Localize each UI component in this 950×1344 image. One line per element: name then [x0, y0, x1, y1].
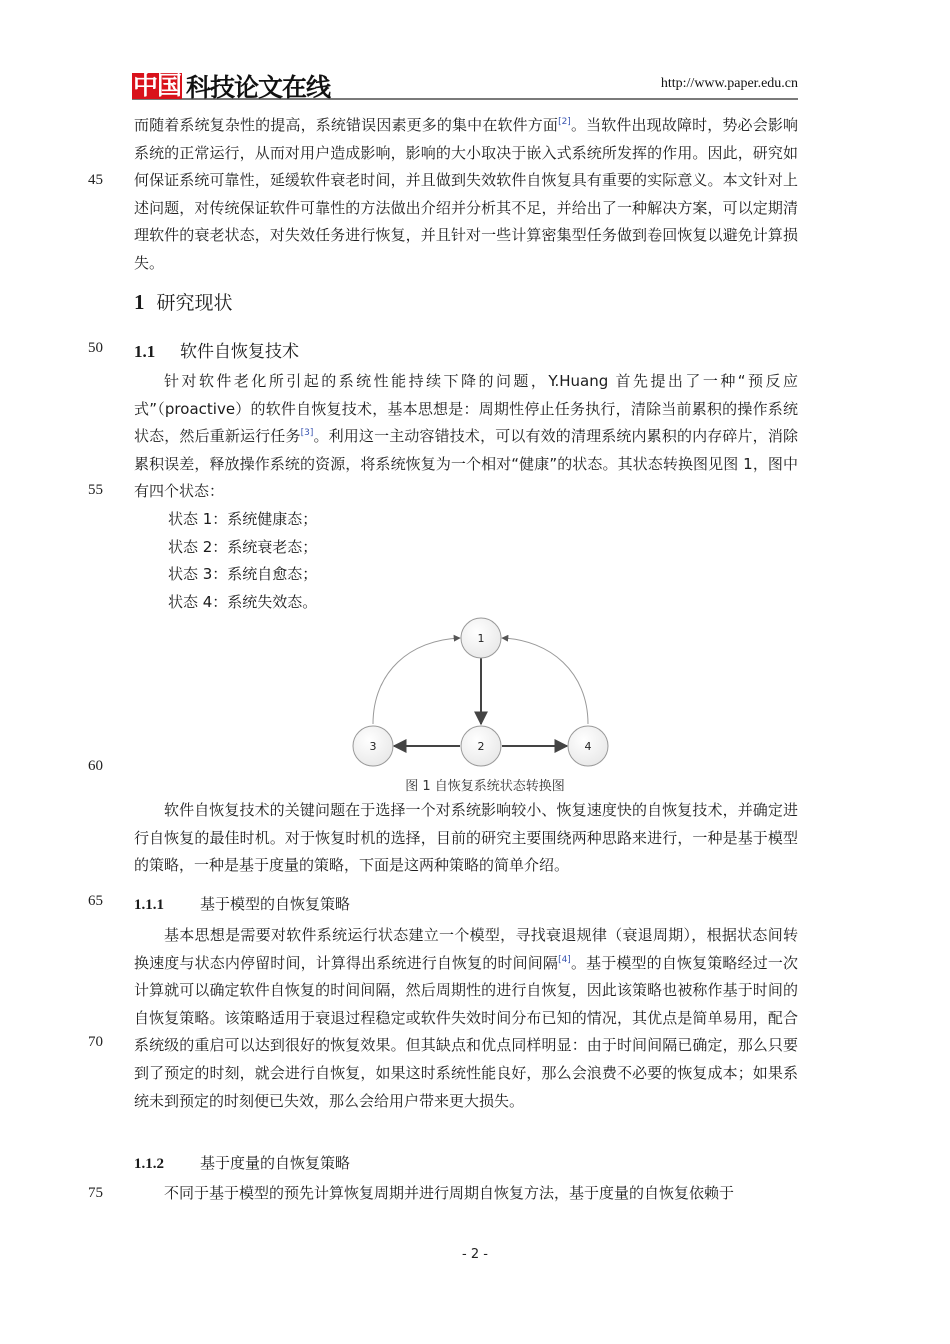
- logo: [132, 68, 330, 104]
- paragraph-text: 。基于模型的自恢复策略经过一次计算就可以确定软件自恢复的时间间隔，然后周期性的进行自恢复，因此该策略也被称作基于时间的自恢复策略。该策略适用于衰退过程稳定或软件失效时间分布已知的情况，其优点是简单易用，配合系统级的重启可以达到很好的恢复效果。但其缺点和优点同样明显：由于时间间隔已确定，那么只要到了预定的时刻，就会进行自恢复，如果这时系统性能良好，那么会浪费不必要的恢复成本；如果系统未到预定的时刻便已失效，那么会给用户带来更大损失。: [134, 953, 798, 1110]
- state-item: 状态 1：系统健康态；: [168, 510, 318, 528]
- state-item: 状态 4：系统失效态。: [168, 592, 318, 611]
- state-transition-diagram: [340, 612, 630, 787]
- citation-ref[interactable]: [3]: [300, 428, 314, 439]
- paragraph-intro: [134, 112, 798, 278]
- node-label: 2: [477, 740, 485, 753]
- line-number: 45: [88, 172, 103, 188]
- paragraph-text: 。当软件出现故障时，势必会影响系统的正常运行，从而对用户造成影响，影响的大小取决于嵌入式系统所发挥的作用。因此，研究如何保证系统可靠性，延缓软件衰老时间，并且做到失效软件自恢复具有重要的实际意义。本文针对上述问题，对传统保证软件可靠性的方法做出介绍并分析其不足，并给出了一种解决方案，可以定期清理软件的衰老状态，对失效任务进行恢复，并且针对一些计算密集型任务做到卷回恢复以避免计算损失。: [134, 116, 798, 272]
- section-heading-1-1: [134, 337, 299, 362]
- citation-ref[interactable]: [4]: [558, 954, 571, 965]
- node-1: [461, 618, 501, 658]
- edge-4-to-1: [502, 638, 588, 724]
- node-label: 1: [477, 632, 485, 645]
- paragraph-text: 而随着系统复杂性的提高，系统错误因素更多的集中在软件方面: [134, 116, 559, 134]
- figure-caption: 图 1 自恢复系统状态转换图: [405, 779, 565, 794]
- site-url-link[interactable]: http://www.paper.edu.cn: [660, 76, 798, 91]
- state-item: 状态 2：系统衰老态；: [168, 537, 318, 556]
- section-title: 基于模型的自恢复策略: [200, 895, 351, 913]
- edge-3-to-1: [373, 638, 460, 724]
- line-number: 50: [88, 340, 103, 356]
- paragraph-metric-based: 不同于基于模型的预先计算恢复周期并进行周期自恢复方法，基于度量的自恢复依赖于: [164, 1184, 735, 1202]
- section-heading-1-1-2: [134, 1152, 350, 1173]
- section-title: 软件自恢复技术: [180, 342, 299, 362]
- section-number: 1: [134, 290, 145, 314]
- section-number: 1.1: [134, 342, 156, 361]
- line-number: 70: [88, 1034, 103, 1050]
- section-title: 基于度量的自恢复策略: [200, 1154, 351, 1172]
- node-2: [461, 726, 501, 766]
- paragraph-text: 针对软件老化所引起的系统性能持续下降的问题，Y.Huang 首先提出了一种“预反应式”（proactive）的软件自恢复技术，基本思想是：周期性停止任务执行，清除当前累积的操作系统状态，然后重新运行任务: [134, 372, 798, 446]
- node-4: [568, 726, 608, 766]
- logo-red-text: 中国: [133, 71, 182, 100]
- paragraph-text: 基本思想是需要对软件系统运行状态建立一个模型，寻找衰退规律（衰退周期），根据状态间转换速度与状态内停留时间，计算得出系统进行自恢复的时间间隔: [134, 926, 798, 972]
- paragraph-key-issue: 软件自恢复技术的关键问题在于选择一个对系统影响较小、恢复速度快的自恢复技术，并确定进行自恢复的最佳时机。对于恢复时机的选择，目前的研究主要围绕两种思路来进行，一种是基于模型的策略，一种是基于度量的策略，下面是这两种策略的简单介绍。: [134, 801, 798, 875]
- paragraph-self-recovery: [134, 368, 798, 506]
- node-label: 3: [369, 740, 377, 753]
- logo-dark-text: 科技论文在线: [186, 73, 331, 102]
- section-number: 1.1.1: [134, 897, 164, 913]
- citation-ref[interactable]: [2]: [558, 117, 571, 127]
- state-list: [168, 506, 317, 616]
- page-header: [132, 66, 798, 100]
- paragraph-text: 。利用这一主动容错技术，可以有效的清理系统内累积的内存碎片，消除累积误差，释放操作系统的资源，将系统恢复为一个相对“健康”的状态。其状态转换图见图 1，图中有四个状态：: [134, 427, 798, 501]
- section-number: 1.1.2: [134, 1156, 164, 1172]
- line-number: 60: [88, 758, 103, 774]
- line-number: 75: [88, 1185, 103, 1201]
- section-heading-1-1-1: [134, 893, 350, 914]
- section-title: 研究现状: [156, 292, 233, 314]
- page-number: - 2 -: [462, 1247, 488, 1262]
- paragraph-model-based: [134, 922, 798, 1115]
- section-heading-1: [134, 288, 233, 315]
- line-number: 55: [88, 482, 103, 498]
- line-number: 65: [88, 893, 103, 909]
- state-item: 状态 3：系统自愈态；: [168, 565, 318, 583]
- node-3: [353, 726, 393, 766]
- node-label: 4: [584, 740, 592, 753]
